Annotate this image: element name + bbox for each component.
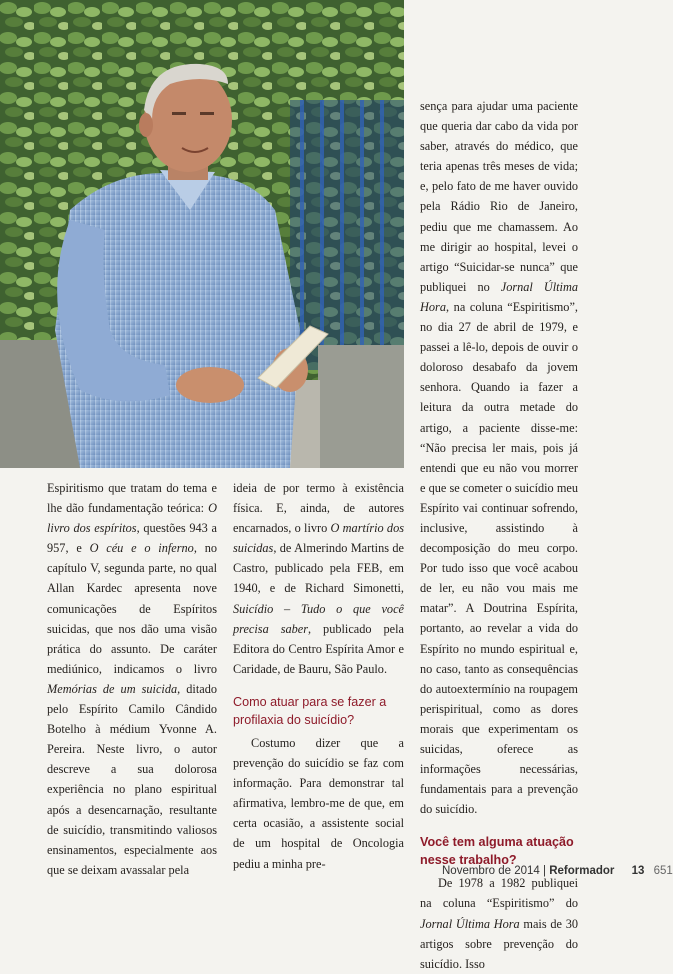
- text-run: Costumo dizer que a prevenção do suicídio se faz com informação. Para demonstrar tal afirmativa, lembro-me de que, em certa ocasião, a assistente social de um hospital de Oncologia pediu a minha pre-: [233, 735, 404, 871]
- magazine-name: Reformador: [549, 865, 615, 877]
- italic-title-text: Memórias de um suicida: [47, 681, 178, 696]
- text-run: De 1978 a 1982 publiquei na coluna “Espiritismo” do: [420, 876, 578, 911]
- italic-title-text: O céu e o inferno: [89, 541, 194, 556]
- article-column-3: [420, 96, 578, 974]
- text-run: , ditado pelo Espírito Camilo Cândido Botelho à médium Yvonne A. Pereira. Neste livro, o autor descreve a sua dolorosa experiência no plano espiritual após a desencarnação, resultante de suicídio, transmitindo valiosos ensinamentos, especialmente aos que se deixam avassalar pela: [47, 681, 217, 877]
- article-column-1: [47, 478, 217, 880]
- italic-title-text: O livro dos espíritos: [47, 501, 217, 536]
- text-run: , de Almerindo Martins de Castro, publicado pela FEB, em 1940, e de Richard Simonetti,: [233, 541, 404, 596]
- page-footer: [442, 865, 673, 877]
- italic-title-text: Jornal Última Hora: [420, 279, 578, 314]
- footer-separator: |: [543, 865, 547, 877]
- man-holding-booklet-photo: [0, 0, 404, 468]
- italic-title-text: Suicídio – Tudo o que você precisa saber: [233, 601, 404, 636]
- text-run: , questões 943 a 957, e: [47, 521, 217, 556]
- paragraph: [420, 873, 578, 973]
- text-run: , no capítulo V, segunda parte, no qual Allan Kardec apresenta nove comunicações de Espíritos suicidas, que nos dão uma visão prática do assunto. De caráter mediúnico, indicamos o livro: [47, 541, 217, 676]
- text-run: Espiritismo que tratam do tema e lhe dão fundamentação teórica:: [47, 481, 217, 516]
- interview-question: Como atuar para se fazer a profilaxia do suicídio?: [233, 694, 387, 727]
- italic-title-text: O martírio dos suicidas: [233, 521, 405, 556]
- paragraph: [233, 733, 404, 874]
- text-run: ideia de por termo à existência física. E, ainda, de autores encarnados, o livro: [233, 481, 404, 536]
- paragraph: [233, 478, 404, 679]
- text-run: mais de 30 artigos sobre prevenção do suicídio. Isso: [420, 916, 578, 971]
- text-run: sença para ajudar uma paciente que queria dar cabo da vida por saber, através do médico, que teria apenas três meses de vida; e, pelo fato de me haver ouvido pela Rádio Rio de Janeiro, pediu que me chamassem. Ao me dirigir ao hospital, levei o artigo “Suicidar-se nunca” que publiquei no: [420, 99, 578, 294]
- article-column-2: [233, 478, 404, 874]
- paragraph: [420, 96, 578, 819]
- italic-title-text: Jornal Última Hora: [420, 916, 520, 931]
- text-run: , na coluna “Espiritismo”, no dia 27 de abril de 1979, e passei a lê-lo, depois de ouvir o doloroso desabafo da jovem senhora. Quando ia fazer a leitura da outra metade do artigo, a paciente disse-me: “Não precisa ler mais, pois já entendi que eu não vou morrer e que se cometer o suicídio meu Espírito vai continuar sofrendo, inclusive, assistindo à decomposição do meu corpo. Por tudo isso que você acabou de ler, eu não vou mais me matar”. A Doutrina Espírita, portanto, ao revelar a vida do Espírito no mundo espiritual e, no caso, tanto as consequências do autoextermínio na roupagem perispiritual, como as dores morais que experimentam os suicidas, oferece as informações necessárias, fundamentais para a prevenção do suicídio.: [420, 299, 578, 817]
- issue-date: Novembro de 2014: [442, 865, 540, 877]
- paragraph: [47, 478, 217, 880]
- page-number-total: 651: [653, 865, 673, 877]
- page-number: 13: [631, 865, 645, 877]
- text-run: , publicado pela Editora do Centro Espírita Amor e Caridade, de Bauru, São Paulo.: [233, 621, 404, 676]
- interview-question: Você tem alguma atuação nesse trabalho?: [420, 835, 574, 868]
